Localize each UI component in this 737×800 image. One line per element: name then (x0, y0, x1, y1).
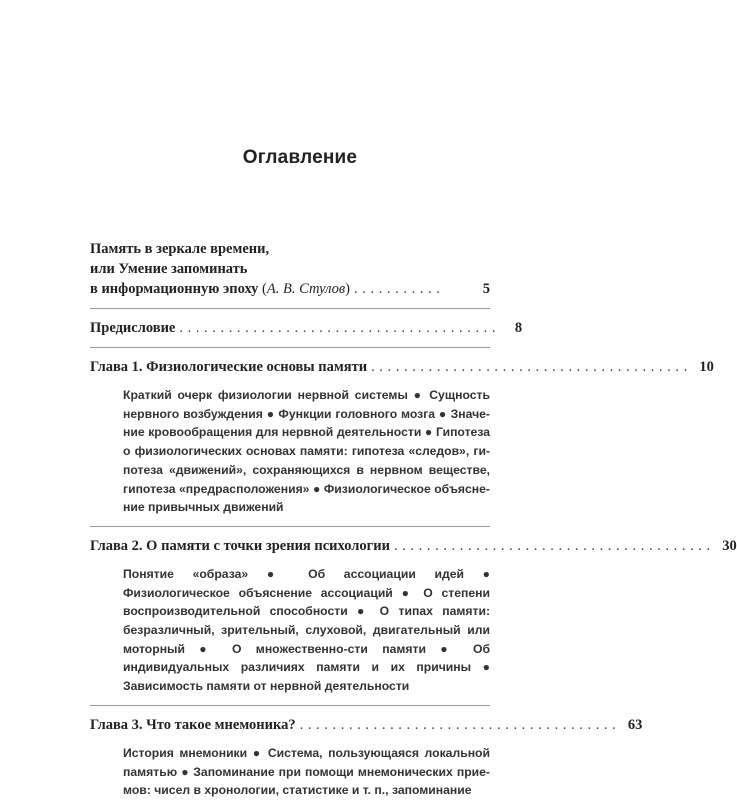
toc-entry-intro-line1 (90, 239, 490, 259)
toc-entry-preface-line (90, 318, 523, 338)
toc-entry-ch3-line (90, 715, 643, 735)
toc-entry-ch1-line (90, 357, 714, 377)
page-number: 5 (482, 281, 490, 297)
dot-leader: ....................................... (179, 320, 501, 336)
toc-entry-intro-line2 (90, 259, 490, 279)
divider (90, 526, 490, 527)
dot-leader: ....................................... (393, 537, 715, 554)
toc-entry-ch2 (90, 536, 737, 696)
toc-entry-intro-title-line3: в информационную эпоху (90, 281, 259, 297)
toc-entry-ch2-line (90, 536, 737, 556)
divider (90, 705, 490, 706)
toc-entry-intro-title-line1: Память в зеркале времени, (90, 241, 270, 257)
toc-entry-ch3-title: Глава 3. Что такое мнемоника? (90, 716, 296, 733)
chapter-summary: Понятие «образа» ● Об ассоциации идей ● Физиологическое объяснение ассоциаций ● О степени воспроизводительной способности ● О типах памяти: безразличный, зрительный, слуховой, двигательный или моторный ● О множественно-сти памяти ● Об индивидуальных различиях памяти и их причины ● Зависимость памяти от нервной деятельности (123, 566, 490, 694)
toc-entry-preface-title: Предисловие (90, 320, 176, 336)
page-number: 10 (699, 359, 714, 375)
page-number: 63 (627, 716, 643, 733)
chapter-summary: Краткий очерк физиологии нервной системы ● Сущность нервного возбуждения ● Функции головного мозга ● Значе-ние кровообращения для нервной деятельности ● Гипотеза о физиологических основах памяти: гипотеза «следов», ги-потеза «движений», сохраняющихся в нервном веществе, гипотеза «предрасположения» ● Физиологическое объясне-ние привычных движений (123, 388, 490, 515)
divider (90, 308, 490, 309)
toc-entry-ch1-title: Глава 1. Физиологические основы памяти (90, 359, 368, 375)
toc-entry-ch3 (90, 715, 643, 800)
toc-entry-intro (90, 239, 490, 299)
page-number: 8 (514, 320, 523, 336)
toc-entry-intro-author: (А. В. Стулов) (258, 281, 351, 297)
dot-leader: ....................................... (299, 716, 621, 733)
chapter-summary: История мнемоники ● Система, пользующаяся локальной памятью ● Запоминание при помощи мнемонических прие-мов: чисел в хронологии, статистике и т. п., запоминание (123, 745, 490, 798)
divider (90, 347, 490, 348)
author-name: А. В. Стулов (266, 281, 346, 297)
toc-entry-intro-title-line2: или Умение запоминать (90, 261, 248, 277)
page-number: 30 (722, 537, 737, 554)
toc-entry-ch1 (90, 357, 714, 517)
toc-entry-intro-line3 (90, 279, 490, 299)
toc-entry-preface (90, 318, 523, 338)
dot-leader: ........... (354, 281, 445, 297)
toc-entry-ch2-title: Глава 2. О памяти с точки зрения психологии (90, 537, 390, 554)
table-of-contents (90, 239, 737, 800)
page-title: Оглавление (242, 147, 358, 168)
dot-leader: ....................................... (371, 359, 692, 375)
